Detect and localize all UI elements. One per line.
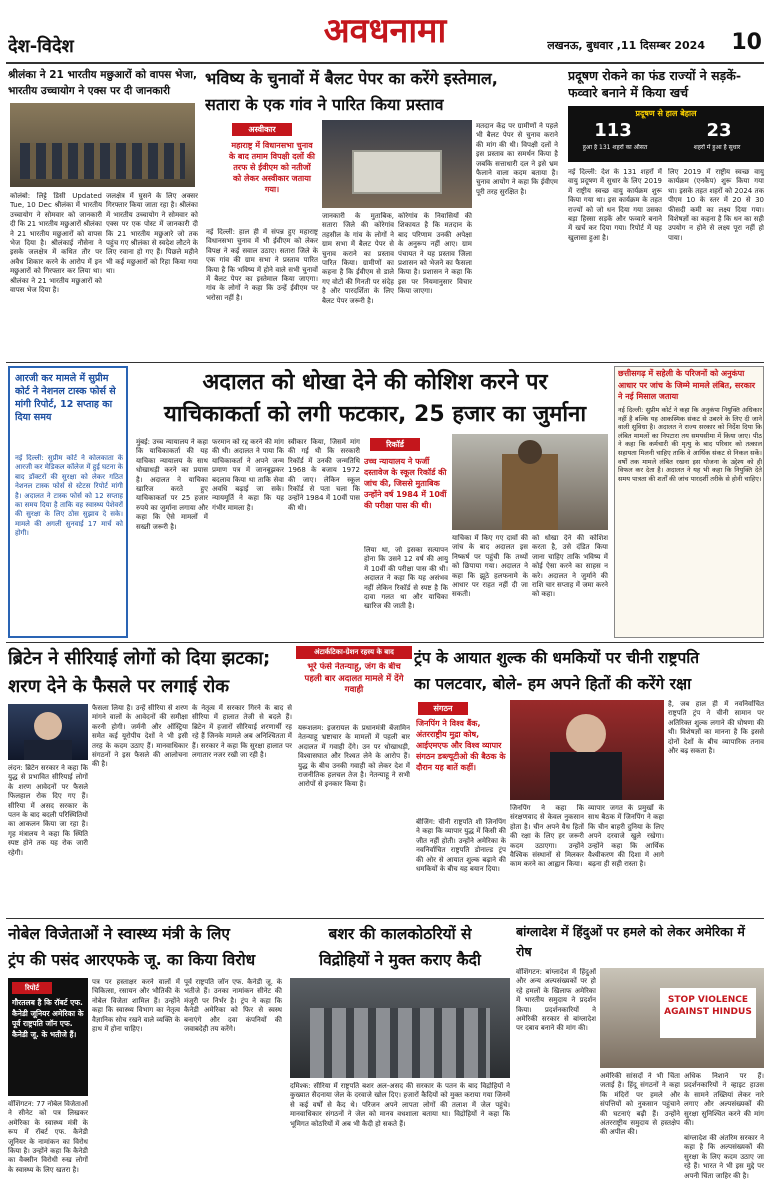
nobel-quote: गौरतलब है कि रॉबर्ट एफ. कैनेडी जूनियर अमेरिका के पूर्व राष्ट्रपति जॉन एफ. कैनेडी जू. के भतीजे हैं। <box>12 998 84 1039</box>
court-headline-1: अदालत को धोखा देने की कोशिश करने पर <box>202 370 548 395</box>
bangladesh-col4: बांग्लादेश की अंतरिम सरकार ने कहा है कि अल्पसंख्यकों की सुरक्षा के लिए कदम उठाए जा रहे हैं। भारत ने भी इस मुद्दे पर अपनी चिंता जाहिर की है। <box>684 1134 764 1180</box>
bangladesh-photo <box>600 968 764 1068</box>
nobel-headline-1: नोबेल विजेताओं ने स्वास्थ्य मंत्री के लिए <box>8 925 230 943</box>
britain-headline-2: शरण देने के फैसले पर लगाई रोक <box>8 676 230 697</box>
section-label: देश-विदेश <box>8 36 74 57</box>
srilanka-col2: जलक्षेत्र में घुसने के लिए अक्सर गिरफ्तार किया जाता रहा है। श्रीलंका में भारतीय उच्चायोग ने सोमवार को एक्स पर एक पोस्ट में जानकारी दी कि 21 भारतीय मछुआरे जो तक पहुंच गए श्रीलंका से स्वदेश लौटने के लिए रवाना हो गए हैं। पिछले महीने भी कई मछुआरों को रिहा किया गया था। <box>106 192 198 276</box>
china-col2: जिनपिंग ने कहा कि संरक्षणवाद से केवल नुकसान होता है। चीन अपने वैध हितों की रक्षा के लिए हर जरूरी कदम उठाएगा। उन्होंने वैश्विक संस्थानों से मिलकर काम करने का आह्वान किया। <box>510 804 584 869</box>
china-headline-1: ट्रंप के आयात शुल्क की धमकियों पर चीनी राष्ट्रपति <box>414 649 700 667</box>
supreme-court-headline: आरजी कर मामले में सुप्रीम कोर्ट ने नेशनल टास्क फोर्स से मांगी रिपोर्ट, 12 सप्ताह का दिया समय <box>15 373 116 423</box>
chhattisgarh-body: नई दिल्ली: सुप्रीम कोर्ट ने कहा कि अनुकंपा नियुक्ति अधिकार नहीं है बल्कि यह आकस्मिक संकट से उबरने के लिए दी जाने वाली सुविधा है। अदालत ने राज्य सरकार को निर्देश दिया कि लंबित मामलों का निपटारा तय समयसीमा में किया जाए। पीठ ने कहा कि कर्मचारी की मृत्यु के बाद परिवार को तत्काल सहायता मिलनी चाहिए ताकि वे आर्थिक संकट से निकल सकें। वर्षों तक मामले लंबित रखना इस योजना के उद्देश्य को ही विफल कर देता है। अदालत ने यह भी कहा कि नियुक्ति देते समय पात्रता की शर्तों की जांच पारदर्शी तरीके से होनी चाहिए। <box>618 406 762 483</box>
page-number: 10 <box>731 30 762 55</box>
ballot-photo <box>322 120 472 208</box>
court-headline-2: याचिकाकर्ता को लगी फटकार, 25 हजार का जुर्माना <box>163 402 587 427</box>
court-col4: लिया था, जो इसका सत्यापन होना कि उसने 12 वर्ष की आयु में 10वीं की परीक्षा पास की थी। अदालत ने कहा कि यह असंभव नहीं लेकिन रिकॉर्ड से स्पष्ट है कि दावा गलत था और याचिका खारिज की जाती है। <box>364 546 448 611</box>
ballot-headline-2: सतारा के एक गांव ने पारित किया प्रस्ताव <box>205 95 444 114</box>
syria-photo <box>290 978 510 1078</box>
bangladesh-col3: अधिक निशाने पर हैं। प्रदर्शनकारियों ने व्हाइट हाउस के सामने तख्तियां लेकर नारे लगाए और अल्पसंख्यकों की सुरक्षा सुनिश्चित करने की मांग की। <box>684 1072 764 1128</box>
china-quote: जिनपिंग ने विश्व बैंक, अंतरराष्ट्रीय मुद्रा कोष, आईएमएफ और विश्व व्यापार संगठन डब्ल्यूटीओ की बैठक के दौरान यह बातें कहीं। <box>416 719 506 772</box>
supreme-court-body: नई दिल्ली: सुप्रीम कोर्ट ने कोलकाता के आरजी कर मेडिकल कॉलेज में हुई घटना के बाद डॉक्टरों की सुरक्षा को लेकर गठित नेशनल टास्क फोर्स से स्टेटस रिपोर्ट मांगी है। अदालत ने टास्क फोर्स को 12 सप्ताह का समय दिया है ताकि वह स्वास्थ्य पेशेवरों की सुरक्षा के लिए ठोस सुझाव दे सके। मामले की अगली सुनवाई 17 मार्च को होगी। <box>15 454 123 538</box>
britain-col2: फैसला लिया है। उन्हें सीरिया से शरण मांगने वालों के आवेदनों की समीक्षा करनी होगी। जर्मनी और ऑस्ट्रिया समेत कई यूरोपीय देशों ने भी इसी तरह के कदम उठाए हैं। मानवाधिकार संगठनों ने इस फैसले की आलोचना की है। <box>92 704 188 769</box>
nobel-col2: पत्र पर हस्ताक्षर करने वालों में चिकित्सा, रसायन और भौतिकी के नोबेल विजेता शामिल हैं। उन्होंने कहा कि स्वास्थ्य विभाग का नेतृत्व वैज्ञानिक सोच रखने वाले व्यक्ति के हाथ में होना चाहिए। <box>92 978 180 1034</box>
srilanka-headline: श्रीलंका ने 21 भारतीय मछुआरों को वापस भेजा, भारतीय उच्चायोग ने एक्स पर दी जानकारी <box>8 69 197 97</box>
nobel-tag: रिपोर्ट <box>12 982 52 994</box>
nobel-quote-box <box>8 978 88 1096</box>
britain-photo <box>8 704 88 760</box>
syria-body: दमिश्क: सीरिया में राष्ट्रपति बशर अल-असद की सरकार के पतन के बाद विद्रोहियों ने कुख्यात सैदनाया जेल के दरवाजे खोल दिए। हजारों कैदियों को मुक्त कराया गया जिनमें से कई वर्षों से कैद थे। परिजन अपने लापता लोगों की तलाश में जेल पहुंचे। मानवाधिकार संगठनों ने जेल को मानव वधशाला बताया था। विद्रोहियों ने कहा कि भूमिगत कोठरियों में अब भी कैदी हो सकते हैं। <box>290 1082 510 1128</box>
logo-text: अवधनामा <box>323 11 447 51</box>
masthead <box>0 0 770 62</box>
antarctica-tag: अंटार्कटिका-ग्रेशन रहस्य के बाद <box>296 646 412 659</box>
nobel-col3: पूर्व राष्ट्रपति जॉन एफ. कैनेडी जू. के भतीजे हैं। उनका नामांकन सीनेट की मंजूरी पर निर्भर है। ट्रंप ने कहा कि कैनेडी अमेरिका को फिर से स्वस्थ बनाएंगे और दवा कंपनियों की जवाबदेही तय करेंगे। <box>184 978 282 1034</box>
nobel-col1: वॉशिंगटन: 77 नोबेल विजेताओं ने सीनेट को पत्र लिखकर अमेरिका के स्वास्थ्य मंत्री के रूप में रॉबर्ट एफ. कैनेडी जूनियर के नामांकन का विरोध किया है। उन्होंने कहा कि कैनेडी का वैक्सीन विरोधी रुख लोगों के स्वास्थ्य के लिए खतरा है। <box>8 1100 88 1174</box>
court-tag: रिकॉर्ड <box>370 438 420 451</box>
china-col1: बीजिंग: चीनी राष्ट्रपति शी जिनपिंग ने कहा कि व्यापार युद्ध में किसी की जीत नहीं होती। उन्होंने अमेरिका के नवनिर्वाचित राष्ट्रपति डोनाल्ड ट्रंप की ओर से आयात शुल्क बढ़ाने की धमकियों के बीच यह बयान दिया। <box>416 818 506 874</box>
srilanka-photo <box>10 103 195 187</box>
pollution-col2: लिए 2019 में राष्ट्रीय स्वच्छ वायु कार्यक्रम (एनकैप) शुरू किया गया था। इसके तहत शहरों को 2024 तक पीएम 10 के स्तर में 20 से 30 फीसदी कमी का लक्ष्य दिया गया। विशेषज्ञों का कहना है कि धन का सही उपयोग न होने से लक्ष्य पूरा नहीं हो पाया। <box>668 168 764 242</box>
chhattisgarh-headline: छत्तीसगढ़ में सहेली के परिजनों को अनुकंपा आधार पर जांच के जिम्मे मामले लंबित, सरकार ने नई मिसाल जताया <box>618 369 756 401</box>
bangladesh-col1: वॉशिंगटन: बांग्लादेश में हिंदुओं और अन्य अल्पसंख्यकों पर हो रहे हमलों के खिलाफ अमेरिका में भारतीय समुदाय ने प्रदर्शन किया। प्रदर्शनकारियों ने अमेरिकी सरकार से बांग्लादेश पर दबाव बनाने की मांग की। <box>516 968 596 1033</box>
pollution-stat1: 113 <box>594 120 632 141</box>
syria-headline-2: विद्रोहियों ने मुक्त कराए कैदी <box>319 951 481 969</box>
pollution-col1: नई दिल्ली: देश के 131 शहरों में वायु प्रदूषण में सुधार के लिए 2019 में राष्ट्रीय स्वच्छ वायु कार्यक्रम शुरू किया गया था। इस कार्यक्रम के तहत राज्यों को जो धन दिया गया उसका बड़ा हिस्सा सड़कें और फव्वारे बनाने में खर्च कर दिया गया। रिपोर्ट में यह खुलासा हुआ है। <box>568 168 662 242</box>
court-col3: स्वीकार किया, जिसमें मांग की गई थी कि सरकारी रिकॉर्ड में उनकी जन्मतिथि 1968 के बजाय 1972 की जाए। लेकिन स्कूल रिकॉर्ड से पता चला कि उन्होंने 1984 में 10वीं पास की थी। <box>288 438 360 512</box>
pollution-stat1-label: हुआ है 131 शहरों का औसत <box>582 144 648 151</box>
bangladesh-photo-sign: STOP VIOLENCE AGAINST HINDUS <box>660 988 756 1038</box>
court-col1: मुंबई: उच्च न्यायालय ने कहा कि याचिकाकर्ता की यह याचिका न्यायालय के साथ धोखाधड़ी करने का प्रयास है। अदालत ने याचिका खारिज करते हुए याचिकाकर्ता पर 25 हजार रुपये का जुर्माना लगाया और कहा कि ऐसे मामलों में सख्ती जरूरी है। <box>136 438 208 531</box>
china-photo <box>510 700 664 800</box>
ballot-tag: अस्वीकार <box>232 123 292 136</box>
pollution-headline: प्रदूषण रोकने का फंड राज्यों ने सड़कें-फव्वारे बनाने में किया खर्च <box>568 68 742 100</box>
britain-headline-1: ब्रिटेन ने सीरियाई लोगों को दिया झटका; <box>8 648 271 669</box>
pollution-panel-title: प्रदूषण से हाल बेहाल <box>635 109 697 118</box>
pollution-stat2: 23 <box>706 120 732 141</box>
divider-row2 <box>6 642 764 643</box>
divider-row1 <box>6 362 764 363</box>
ballot-body1: नई दिल्ली: हाल ही में संपन्न हुए महाराष्ट्र विधानसभा चुनाव में भी ईवीएम को लेकर विपक्ष ने कई सवाल उठाए। सतारा जिले के एक गांव की ग्राम सभा ने प्रस्ताव पारित किया है कि भविष्य में होने वाले सभी चुनावों में बैलट पेपर का इस्तेमाल किया जाएगा। गांव के लोगों ने कहा कि उन्हें ईवीएम पर भरोसा नहीं है। <box>206 228 318 302</box>
ballot-headline-1: भविष्य के चुनावों में बैलट पेपर का करेंगे इस्तेमाल, <box>205 69 498 88</box>
court-col5: याचिका में किए गए दावों की जांच के बाद अदालत इस निष्कर्ष पर पहुंची कि तथ्यों को छिपाया गया। अदालत ने कहा कि झूठे हलफनामे के आधार पर राहत नहीं दी जा सकती। <box>452 534 528 599</box>
syria-headline-1: बशर की कालकोठरियों से <box>328 925 472 943</box>
china-headline-2: का पलटवार, बोले- हम अपने हितों की करेंगे रक्षा <box>414 675 692 693</box>
logo <box>305 8 465 56</box>
divider-row3 <box>6 918 764 919</box>
court-col2: फरमान को रद्द करने की मांग की थी। अदालत ने पाया कि याचिकाकर्ता ने अपने जन्म प्रमाण पत्र में जानबूझकर बदलाव किया था ताकि सेवा अवधि बढ़ाई जा सके। न्यायमूर्ति ने कहा कि यह गंभीर मामला है। <box>212 438 284 512</box>
bangladesh-headline: बांग्लादेश में हिंदुओं पर हमले को लेकर अमेरिका में रोष <box>516 924 745 959</box>
china-col4: है, जब हाल ही में नवनिर्वाचित राष्ट्रपति ट्रंप ने चीनी सामान पर अतिरिक्त शुल्क लगाने की घोषणा की थी। विशेषज्ञों का मानना है कि इससे दोनों देशों के बीच व्यापारिक तनाव और बढ़ सकता है। <box>668 700 764 756</box>
antarctica-quote: भूरे फंसे नेतन्याहू, जंग के बीच पहली बार अदालत मामले में देंगे गवाही <box>304 662 404 695</box>
ballot-body3: कोरेगांव के निवासियों की शिकायत है कि मतदान के बाद परिणाम उनकी अपेक्षा के अनुरूप नहीं आए। ग्राम पंचायत ने यह प्रस्ताव जिला प्रशासन को भेजने का फैसला किया है। प्रशासन ने कहा कि इस पर नियमानुसार विचार किया जाएगा। <box>398 212 472 296</box>
nobel-headline-2: ट्रंप की पसंद आरएफके जू. का किया विरोध <box>8 951 256 969</box>
court-photo <box>452 434 608 530</box>
antarctica-body: यरूशलम: इजरायल के प्रधानमंत्री बेंजामिन नेतन्याहू भ्रष्टाचार के मामलों में पहली बार अदालत में गवाही देंगे। उन पर धोखाधड़ी, विश्वासघात और रिश्वत लेने के आरोप हैं। युद्ध के बीच उनकी गवाही को लेकर देश में राजनीतिक हलचल तेज है। नेतन्याहू ने सभी आरोपों से इनकार किया है। <box>298 724 410 789</box>
ballot-body2: जानकारी के मुताबिक, सतारा जिले की कोरेगांव तहसील के गांव के लोगों ने ग्राम सभा में बैलट पेपर से चुनाव कराने का प्रस्ताव पारित किया। ग्रामीणों का कहना है कि ईवीएम से डाले गए वोटों की गिनती पर संदेह है और पारदर्शिता के लिए बैलट पेपर जरूरी है। <box>322 212 394 305</box>
ballot-quote: महाराष्ट्र में विधानसभा चुनाव के बाद तमाम विपक्षी दलों की तरफ से ईवीएम को नतीजों को लेकर अस्वीकार जताया गया। <box>229 141 315 194</box>
dateline: लखनऊ, बुधवार ,11 दिसम्बर 2024 <box>547 39 705 52</box>
ballot-body4: मतदान केंद्र पर ग्रामीणों ने पहले भी बैलट पेपर से चुनाव कराने की मांग की थी। विपक्षी दलों ने इस प्रस्ताव का समर्थन किया है जबकि सत्ताधारी दल ने इसे भ्रम फैलाने वाला कदम बताया है। चुनाव आयोग ने कहा कि ईवीएम पूरी तरह सुरक्षित है। <box>476 122 558 196</box>
china-tag: संगठन <box>418 702 468 715</box>
court-quote: उच्च न्यायालय ने फर्जी दस्तावेज के स्कूल रिकॉर्ड की जांच की, जिससे मुताबिक उन्होंने वर्ष 1984 में 10वीं की परीक्षा पास की थी। <box>364 457 447 510</box>
srilanka-col1: कोलंबो: लिट्टे डिसी Updated Tue, 10 Dec श्रीलंका में भारतीय उच्चायोग ने सोमवार को जानकारी दी कि 21 भारतीय मछुआरों श्रीलंका ने 21 भारतीय मछुआरों को वापस भेज दिया है। श्रीलंकाई नौसेना ने इसके जलक्षेत्र में कथित तौर पर अवैध शिकार करने के आरोप में इन मछुआरों को गिरफ्तार कर लिया था। श्रीलंका ने 21 भारतीय मछुआरों को वापस भेज दिया है। <box>10 192 102 295</box>
bangladesh-col2: अमेरिकी सांसदों ने भी चिंता जताई है। हिंदू संगठनों ने कहा कि मंदिरों पर हमले और संपत्तियों को नुकसान पहुंचाने की घटनाएं बढ़ी हैं। उन्होंने अंतरराष्ट्रीय समुदाय से हस्तक्षेप की अपील की। <box>600 1072 680 1137</box>
pollution-panel <box>568 106 764 162</box>
china-col3: व्यापार जगत के प्रमुखों के साथ बैठक में जिनपिंग ने कहा कि चीन बाहरी दुनिया के लिए अपने दरवाजे खुले रखेगा। उन्होंने कहा कि आर्थिक वैश्वीकरण की दिशा में आगे बढ़ना ही सही रास्ता है। <box>588 804 664 869</box>
supreme-court-box <box>8 366 128 638</box>
britain-col3: के नेतृत्व में सरकार गिरने के बाद से सीरिया में हालात तेजी से बदले हैं। ब्रिटेन में हजारों सीरियाई शरणार्थी रह रहे हैं जिनके मामले अब अनिश्चितता में हैं। सरकार ने कहा कि सुरक्षा हालात पर लगातार नजर रखी जा रही है। <box>192 704 292 760</box>
court-col6: को धोखा देने की कोशिश करता है, उसे दंडित किया जाना चाहिए ताकि भविष्य में कोई ऐसा करने का साहस न करे। अदालत ने जुर्माने की राशि चार सप्ताह में जमा करने को कहा। <box>532 534 608 599</box>
masthead-rule <box>6 62 764 64</box>
britain-col1: लंदन: ब्रिटेन सरकार ने कहा कि युद्ध से प्रभावित सीरियाई लोगों के शरण आवेदनों पर फैसले फिलहाल रोक दिए गए हैं। सीरिया में असद सरकार के पतन के बाद बदली परिस्थितियों का आकलन किया जा रहा है। गृह मंत्रालय ने कहा कि स्थिति स्पष्ट होने तक यह रोक जारी रहेगी। <box>8 764 88 857</box>
pollution-stat2-label: शहरों में हुआ है सुधार <box>693 144 741 151</box>
